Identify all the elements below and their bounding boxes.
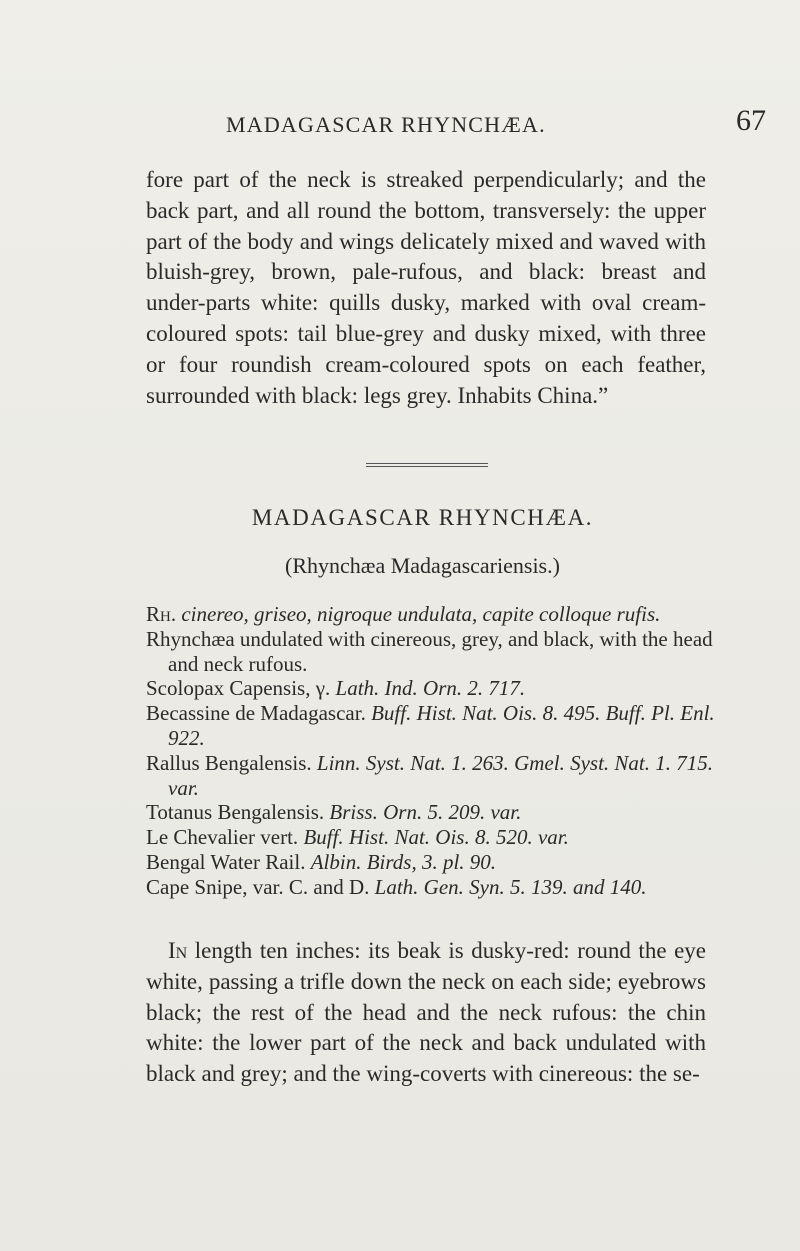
description-lead: In bbox=[168, 938, 188, 963]
synonym-reference: Albin. Birds, 3. pl. 90. bbox=[310, 849, 497, 874]
continuation-paragraph: fore part of the neck is streaked perpendicularly; and the back part, and all round the bottom, transversely: the upper part of the body and wings delicately mixed and waved with bluish-grey, brown, pale-rufous, and black: breast and under-parts white: quills dusky, marked with oval cream-coloured spots: tail blue-grey and dusky mixed, with three or four roundish cream-coloured spots on each feather, surrounded with black: legs grey. Inhabits China.” bbox=[146, 167, 706, 408]
synonym-reference: Lath. Gen. Syn. 5. 139. and 140. bbox=[374, 874, 647, 899]
page-number: 67 bbox=[736, 104, 766, 137]
synonymy-list bbox=[146, 602, 716, 900]
section-title: MADAGASCAR RHYNCHÆA. bbox=[251, 505, 594, 530]
section-subtitle: (Rhynchæa Madagascariensis.) bbox=[285, 553, 560, 578]
synonym-name: Scolopax Capensis, γ. bbox=[146, 676, 331, 701]
synonym-name: Bengal Water Rail. bbox=[146, 849, 306, 874]
synonym-entry bbox=[146, 825, 716, 850]
synonym-reference: Briss. Orn. 5. 209. var. bbox=[329, 800, 522, 825]
synonym-entry bbox=[146, 800, 716, 825]
synonym-reference: Lath. Ind. Orn. 2. 717. bbox=[335, 676, 526, 701]
english-diagnosis: Rhynchæa undulated with cinereous, grey, and black, with the head and neck rufous. bbox=[146, 626, 713, 676]
synonym-reference: Buff. Hist. Nat. Ois. 8. 495. Buff. Pl. Enl. 922. bbox=[168, 701, 715, 750]
synonym-entry bbox=[146, 701, 716, 751]
running-head: MADAGASCAR RHYNCHÆA. bbox=[226, 112, 546, 137]
synonym-name: Le Chevalier vert. bbox=[146, 825, 299, 850]
latin-diagnosis bbox=[146, 602, 716, 627]
synonym-name: Becassine de Madagascar. bbox=[146, 701, 366, 726]
synonym-entry bbox=[146, 751, 716, 801]
synonym-entry bbox=[146, 676, 716, 701]
section-divider bbox=[366, 463, 488, 467]
diagnosis-text: cinereo, griseo, nigroque undulata, capite colloque rufis. bbox=[181, 602, 661, 626]
description-text: length ten inches: its beak is dusky-red: round the eye white, passing a trifle down the neck on each side; eyebrows black; the rest of the head and the neck rufous: the chin white: the lower part of the neck and back undulated with black and grey; and the wing-coverts with cinereous: the se- bbox=[146, 938, 706, 1087]
synonym-reference: Linn. Syst. Nat. 1. 263. Gmel. Syst. Nat. 1. 715. var. bbox=[168, 750, 713, 800]
synonym-entry bbox=[146, 850, 716, 875]
diagnosis-abbrev: Rh. bbox=[146, 602, 177, 626]
description-paragraph bbox=[146, 936, 706, 1090]
synonym-name: Rallus Bengalensis. bbox=[146, 750, 312, 775]
synonym-name: Totanus Bengalensis. bbox=[146, 800, 325, 825]
synonym-entry bbox=[146, 875, 716, 900]
synonym-name: Cape Snipe, var. C. and D. bbox=[146, 874, 370, 899]
synonym-reference: Buff. Hist. Nat. Ois. 8. 520. var. bbox=[303, 825, 569, 850]
